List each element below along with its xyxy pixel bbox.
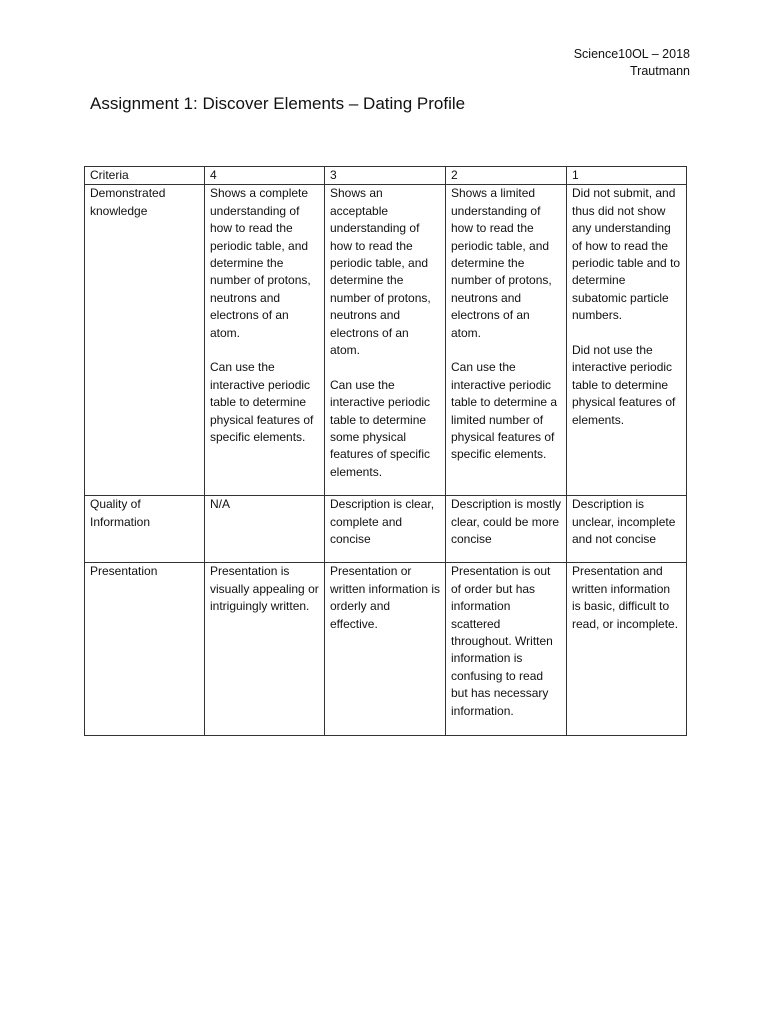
criteria-cell [85,185,205,496]
criteria-cell [85,563,205,736]
descriptor-text: Did not use the interactive periodic table to determine physical features of elements. [572,343,676,427]
score-2-cell [446,563,567,736]
rubric-header-row [85,167,687,185]
score-1-cell [567,185,687,496]
score-2-cell [446,185,567,496]
rubric-row-presentation [85,563,687,736]
rubric-row-quality-of-information [85,496,687,563]
score-3-cell [325,185,446,496]
descriptor-text: Presentation is visually appealing or intriguingly written. [210,564,319,614]
descriptor-text: Shows a complete understanding of how to read the periodic table, and determine the number of protons, neutrons and electrons of an atom. [210,186,311,340]
criteria-label: Quality of Information [90,497,151,529]
header-score-2: 2 [446,167,567,185]
rubric-row-demonstrated-knowledge [85,185,687,496]
score-3-cell [325,496,446,563]
score-4-cell [205,185,325,496]
score-4-cell [205,563,325,736]
page-header [574,46,690,80]
descriptor-text: Presentation is out of order but has information scattered throughout. Written information is confusing to read but has necessary information. [451,564,553,718]
score-3-cell [325,563,446,736]
criteria-label: Demonstrated knowledge [90,186,166,218]
descriptor-text: Can use the interactive periodic table to determine some physical features of specific elements. [330,377,431,479]
descriptor-text: Can use the interactive periodic table to determine physical features of specific elements. [210,360,314,445]
header-score-3: 3 [325,167,446,185]
descriptor-text: Presentation or written information is orderly and effective. [330,564,441,631]
descriptor-text: Shows a limited understanding of how to read the periodic table, and determine the number of protons, neutrons and electrons of an atom. [451,186,552,340]
descriptor-text: Description is unclear, incomplete and not concise [572,497,676,547]
descriptor-text: Can use the interactive periodic table to determine a limited number of physical features of specific elements. [451,360,558,462]
rubric-table [84,166,687,736]
header-criteria: Criteria [85,167,205,185]
header-score-1: 1 [567,167,687,185]
score-1-cell [567,563,687,736]
header-score-4: 4 [205,167,325,185]
descriptor-text: Description is mostly clear, could be more concise [451,497,562,547]
criteria-label: Presentation [90,564,158,579]
score-1-cell [567,496,687,563]
criteria-cell [85,496,205,563]
document-title: Assignment 1: Discover Elements – Dating Profile [90,94,466,113]
descriptor-text: Presentation and written information is basic, difficult to read, or incomplete. [572,564,679,631]
score-2-cell [446,496,567,563]
descriptor-text: Shows an acceptable understanding of how to read the periodic table, and determine the number of protons, neutrons and electrons of an atom. [330,186,431,358]
score-4-cell [205,496,325,563]
course-label: Science10OL – 2018 [573,47,690,61]
teacher-name: Trautmann [630,64,690,78]
descriptor-text: N/A [210,497,231,512]
descriptor-text: Description is clear, complete and concise [330,497,435,547]
descriptor-text: Did not submit, and thus did not show any understanding of how to read the periodic table and to determine subatomic particle numbers. [572,186,681,323]
